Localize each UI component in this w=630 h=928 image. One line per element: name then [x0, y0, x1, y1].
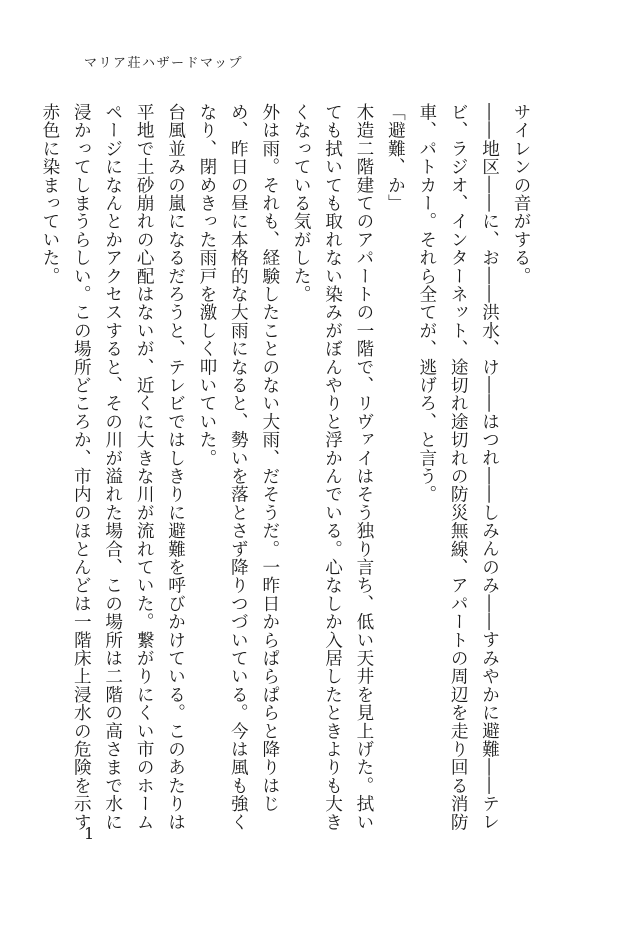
paragraph-2: ――地区――に、お――洪水、け――はつれ――しみんのみ――すみやかに避難――テレビ、ラジオ、インターネット、途切れ途切れの防災無線、アパートの周辺を走り回る消防車、パトカー。それら全てが、逃げろ、と言う。 [416, 103, 500, 831]
vertical-body-text [34, 103, 537, 833]
paragraph-6: 台風並みの嵐になるだろうと、テレビではしきりに避難を呼びかけている。このあたりは平地で土砂崩れの心配はないが、近くに大きな川が流れていた。繋がりにくい市のホームページになんとかアクセスすると、その川が溢れた場合、この場所は二階の高さまで水に浸かってしまうらしい。この場所どころか、市内のほとんどは一階床上浸水の危険を示す赤色に染まっていた。 [39, 103, 186, 831]
running-header-title: マリア荘ハザードマップ [84, 56, 243, 71]
paragraph-1: サイレンの音がする。 [511, 103, 531, 285]
page-number: 1 [84, 824, 95, 843]
paragraph-3: 「避難、か」 [385, 103, 406, 213]
paragraph-4: 木造二階建てのアパートの一階で、リヴァイはそう独り言ち、低い天井を見上げた。拭いても拭いても取れない染みがぼんやりと浮かんでいる。心なしか入居したときよりも大きくなっている気がした。 [291, 103, 374, 831]
paragraph-5: 外は雨。それも、経験したことのない大雨、だそうだ。一昨日からぱらぱらと降りはじめ、昨日の昼に本格的な大雨になると、勢いを落とさず降りつづいている。今は風も強くなり、閉めきった雨戸を激しく叩いていた。 [196, 103, 280, 831]
